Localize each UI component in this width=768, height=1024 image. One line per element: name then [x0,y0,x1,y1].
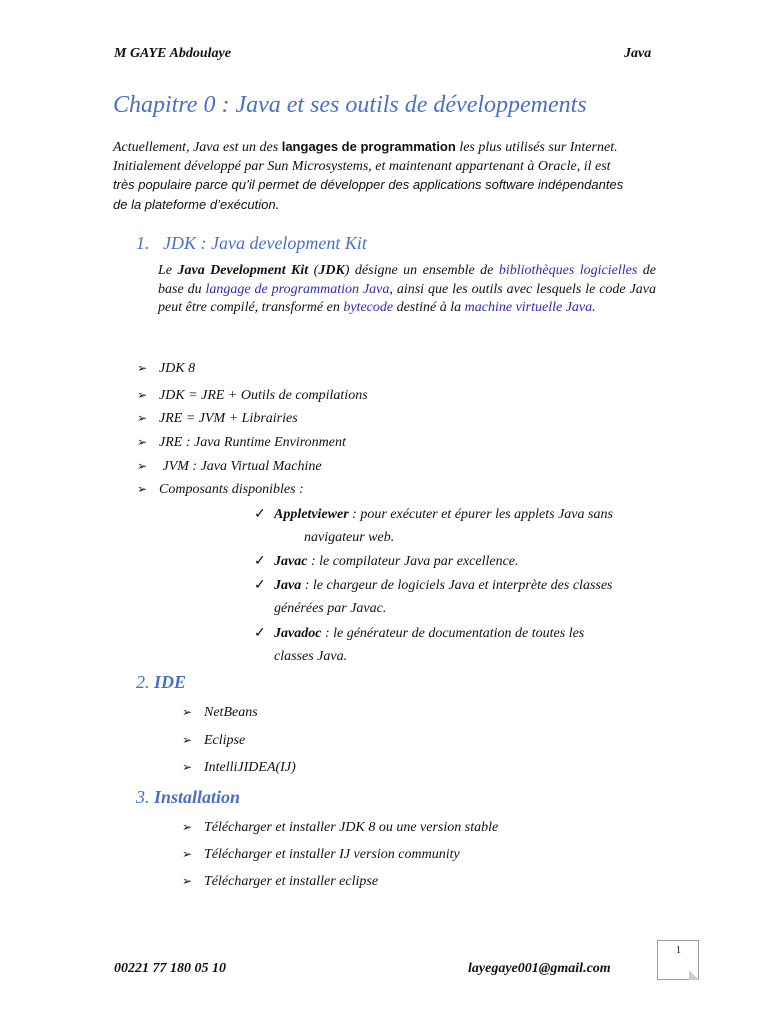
page-fold-icon [689,970,699,980]
arrow-bullet-icon: ➢ [182,820,193,834]
section-1-title: JDK : Java development Kit [163,233,367,253]
arrow-bullet-icon: ➢ [137,361,148,375]
section-3-heading [136,787,240,808]
list-item: ➢ Composants disponibles : [137,482,304,497]
link-machine-virtuelle[interactable]: machine virtuelle Java [464,300,593,315]
intro-paragraph [113,138,658,215]
list-item: ➢ JDK 8 [137,361,196,376]
section-1-heading [136,233,367,254]
list-item: ➢ JRE : Java Runtime Environment [137,435,346,450]
arrow-bullet-icon: ➢ [137,435,148,449]
list-item: ➢ JDK = JRE + Outils de compilations [137,388,368,403]
checkmark-icon: ✓ [254,578,266,593]
arrow-bullet-icon: ➢ [137,459,148,473]
jdk-text: ) désigne un ensemble de [344,263,499,278]
checkmark-icon: ✓ [254,507,266,522]
jdk-bold-abbr: JDK [318,263,345,278]
jdk-text: Le [158,263,178,278]
section-3-number: 3. [136,787,150,807]
header-topic: Java [624,46,652,61]
arrow-bullet-icon: ➢ [137,482,148,496]
intro-text-3: très populaire parce qu’il permet de développer des applications software indépendantes [113,177,624,192]
section-1-number: 1. [136,233,150,253]
section-2-heading [136,672,186,693]
list-item: ➢ Télécharger et installer JDK 8 ou une version stable [182,820,499,835]
component-item: ✓ Appletviewer : pour exécuter et épurer les applets Java sans navigateur web. [254,503,636,549]
arrow-bullet-icon: ➢ [182,874,193,888]
list-item: ➢ IntelliJIDEA(IJ) [182,760,296,775]
arrow-bullet-icon: ➢ [182,705,193,719]
page-number-box [657,940,699,980]
intro-text-4-end: . [275,197,280,213]
list-item: ➢ JVM : Java Virtual Machine [137,459,322,474]
section-2-number: 2. [136,672,150,692]
intro-text-4: de la plateforme d’exécution [113,196,276,212]
list-item: ➢ Télécharger et installer IJ version community [182,847,460,862]
jdk-text: destiné à la [393,300,465,315]
arrow-bullet-icon: ➢ [182,760,193,774]
component-item: ✓ Java : le chargeur de logiciels Java et interprète des classes générées par Javac. [254,574,636,620]
jdk-text: , ainsi que les outils avec lesquels le code Java peut être compilé, transformé en [158,281,656,315]
jdk-text: . [592,300,596,315]
intro-text-1-end: les plus utilisés sur Internet. [455,140,618,155]
link-langage[interactable]: langage de programmation Java [205,281,390,297]
footer-phone: 00221 77 180 05 10 [114,961,226,976]
jdk-text: ( [308,263,319,278]
footer-email[interactable]: layegaye001@gmail.com [468,961,611,976]
checkmark-icon: ✓ [254,554,266,569]
link-bibliotheques[interactable]: bibliothèques logicielles [498,263,638,278]
list-item: ➢ NetBeans [182,705,258,720]
component-item: ✓ Javac : le compilateur Java par excellence. [254,550,636,573]
arrow-bullet-icon: ➢ [182,733,193,747]
chapter-title: Chapitre 0 : Java et ses outils de développements [113,92,587,118]
header-author: M GAYE Abdoulaye [114,46,231,61]
arrow-bullet-icon: ➢ [137,411,148,425]
checkmark-icon: ✓ [254,626,266,641]
section-2-title: IDE [154,672,187,692]
arrow-bullet-icon: ➢ [182,847,193,861]
jdk-paragraph [158,262,656,318]
list-item: ➢ Eclipse [182,733,246,748]
arrow-bullet-icon: ➢ [137,388,148,402]
component-item: ✓ Javadoc : le générateur de documentation de toutes les classes Java. [254,622,636,668]
jdk-text: de base du [158,263,657,297]
intro-text-1: Actuellement, Java est un des [113,140,282,155]
list-item: ➢ Télécharger et installer eclipse [182,874,379,889]
jdk-bold-term: Java Development Kit [177,263,309,278]
page-number: 1 [676,945,681,956]
list-item: ➢ JRE = JVM + Librairies [137,411,298,426]
intro-bold-term: langages de programmation [281,139,456,154]
link-bytecode[interactable]: bytecode [343,300,394,315]
intro-text-2: Initialement développé par Sun Microsystems, et maintenant appartenant à Oracle, il est [113,158,611,174]
section-3-title: Installation [154,787,241,807]
